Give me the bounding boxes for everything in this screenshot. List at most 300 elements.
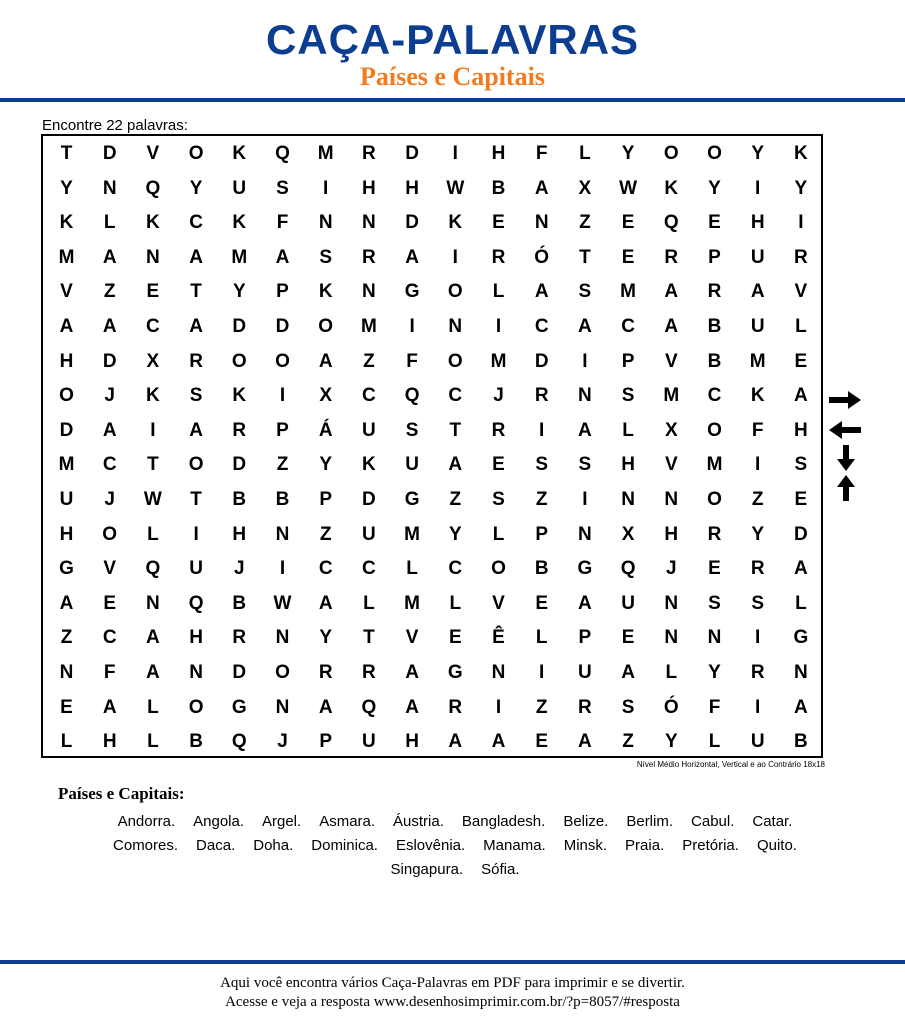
grid-cell[interactable]: O xyxy=(663,143,679,164)
grid-cell[interactable]: A xyxy=(794,558,808,580)
grid-cell[interactable]: I xyxy=(755,696,761,718)
grid-cell[interactable]: P xyxy=(319,489,333,510)
grid-cell[interactable]: D xyxy=(534,350,549,372)
grid-cell[interactable]: H xyxy=(750,212,765,234)
grid-cell[interactable]: Q xyxy=(663,212,679,234)
grid-cell[interactable]: L xyxy=(535,627,548,649)
grid-cell[interactable]: Z xyxy=(535,696,548,718)
grid-cell[interactable]: F xyxy=(276,212,289,234)
grid-cell[interactable]: M xyxy=(58,454,75,476)
grid-cell[interactable]: K xyxy=(794,143,808,164)
grid-cell[interactable]: J xyxy=(277,731,288,753)
grid-cell[interactable]: N xyxy=(578,523,592,545)
grid-cell[interactable]: S xyxy=(578,281,592,303)
grid-cell[interactable]: P xyxy=(621,350,635,372)
grid-cell[interactable]: A xyxy=(578,316,592,337)
grid-cell[interactable]: N xyxy=(362,212,376,234)
grid-cell[interactable]: S xyxy=(405,419,419,441)
grid-cell[interactable]: Ó xyxy=(663,696,679,718)
grid-cell[interactable]: R xyxy=(707,523,722,545)
grid-cell[interactable]: A xyxy=(578,592,592,614)
grid-cell[interactable]: V xyxy=(405,627,419,649)
grid-cell[interactable]: H xyxy=(102,731,117,753)
grid-cell[interactable]: Z xyxy=(319,523,332,545)
grid-cell[interactable]: U xyxy=(750,316,765,337)
grid-cell[interactable]: R xyxy=(318,662,333,683)
grid-cell[interactable]: Q xyxy=(145,177,161,199)
grid-cell[interactable]: G xyxy=(404,281,420,303)
grid-cell[interactable]: C xyxy=(318,558,333,580)
grid-cell[interactable]: F xyxy=(535,143,548,164)
grid-cell[interactable]: Z xyxy=(276,454,289,476)
grid-cell[interactable]: U xyxy=(578,662,592,683)
grid-cell[interactable]: X xyxy=(578,177,592,199)
grid-cell[interactable]: O xyxy=(102,523,118,545)
grid-cell[interactable]: S xyxy=(189,385,203,407)
grid-cell[interactable]: Y xyxy=(189,177,203,199)
grid-cell[interactable]: N xyxy=(664,627,679,649)
grid-cell[interactable]: I xyxy=(150,419,156,441)
grid-cell[interactable]: M xyxy=(706,454,723,476)
grid-cell[interactable]: I xyxy=(495,696,502,718)
grid-cell[interactable]: A xyxy=(621,662,635,683)
grid-cell[interactable]: U xyxy=(750,731,765,753)
grid-cell[interactable]: H xyxy=(491,143,506,164)
grid-cell[interactable]: V xyxy=(492,592,505,614)
grid-cell[interactable]: H xyxy=(405,177,419,199)
grid-cell[interactable]: S xyxy=(708,592,721,614)
grid-cell[interactable]: U xyxy=(189,558,203,580)
grid-cell[interactable]: E xyxy=(492,212,505,234)
grid-cell[interactable]: W xyxy=(273,592,292,614)
grid-cell[interactable]: N xyxy=(621,489,635,510)
grid-cell[interactable]: A xyxy=(59,316,74,337)
grid-cell[interactable]: L xyxy=(147,696,159,718)
grid-cell[interactable]: R xyxy=(362,662,376,683)
grid-cell[interactable]: G xyxy=(59,558,74,580)
grid-cell[interactable]: N xyxy=(275,627,290,649)
grid-cell[interactable]: M xyxy=(749,350,766,372)
grid-cell[interactable]: B xyxy=(794,731,808,753)
grid-cell[interactable]: D xyxy=(232,454,247,476)
grid-cell[interactable]: A xyxy=(491,731,506,753)
grid-cell[interactable]: N xyxy=(146,246,160,268)
grid-cell[interactable]: C xyxy=(448,385,463,407)
grid-cell[interactable]: Z xyxy=(622,731,634,753)
grid-cell[interactable]: I xyxy=(193,523,199,545)
grid-cell[interactable]: B xyxy=(275,489,290,510)
grid-cell[interactable]: E xyxy=(535,592,549,614)
grid-cell[interactable]: T xyxy=(190,281,202,303)
grid-cell[interactable]: B xyxy=(534,558,549,580)
grid-cell[interactable]: O xyxy=(59,385,74,407)
grid-cell[interactable]: A xyxy=(102,246,117,268)
grid-cell[interactable]: A xyxy=(146,662,160,683)
grid-cell[interactable]: U xyxy=(750,246,765,268)
grid-cell[interactable]: E xyxy=(621,246,635,268)
grid-cell[interactable]: D xyxy=(102,350,117,372)
grid-cell[interactable]: O xyxy=(707,143,722,164)
grid-cell[interactable]: K xyxy=(232,212,247,234)
grid-cell[interactable]: V xyxy=(794,281,808,303)
grid-cell[interactable]: T xyxy=(190,489,202,510)
grid-cell[interactable]: Z xyxy=(60,627,73,649)
grid-cell[interactable]: G xyxy=(404,489,420,510)
grid-cell[interactable]: I xyxy=(323,177,329,199)
grid-cell[interactable]: N xyxy=(448,316,463,337)
grid-cell[interactable]: A xyxy=(102,316,117,337)
grid-cell[interactable]: N xyxy=(794,662,808,683)
grid-cell[interactable]: H xyxy=(59,523,74,545)
grid-cell[interactable]: O xyxy=(275,662,290,683)
grid-cell[interactable]: I xyxy=(279,385,286,407)
grid-cell[interactable]: A xyxy=(318,350,333,372)
grid-cell[interactable]: O xyxy=(707,419,722,441)
grid-cell[interactable]: R xyxy=(664,246,679,268)
grid-cell[interactable]: N xyxy=(146,592,160,614)
grid-cell[interactable]: Ó xyxy=(534,246,550,268)
grid-cell[interactable]: A xyxy=(102,419,117,441)
grid-cell[interactable]: L xyxy=(795,316,807,337)
grid-cell[interactable]: N xyxy=(362,281,376,303)
grid-cell[interactable]: Q xyxy=(404,385,420,407)
grid-cell[interactable]: U xyxy=(621,592,635,614)
grid-cell[interactable]: P xyxy=(578,627,592,649)
grid-cell[interactable]: O xyxy=(447,281,463,303)
grid-cell[interactable]: N xyxy=(664,592,679,614)
grid-cell[interactable]: R xyxy=(362,246,376,268)
grid-cell[interactable]: H xyxy=(621,454,635,476)
grid-cell[interactable]: L xyxy=(147,523,159,545)
grid-cell[interactable]: K xyxy=(232,143,247,164)
grid-cell[interactable]: A xyxy=(405,246,419,268)
grid-cell[interactable]: D xyxy=(232,316,247,337)
grid-cell[interactable]: V xyxy=(146,143,160,164)
grid-cell[interactable]: J xyxy=(666,558,677,580)
grid-cell[interactable]: K xyxy=(448,212,463,234)
grid-cell[interactable]: G xyxy=(577,558,593,580)
grid-cell[interactable]: B xyxy=(232,489,247,510)
grid-cell[interactable]: Z xyxy=(751,489,764,510)
grid-cell[interactable]: C xyxy=(102,627,117,649)
grid-cell[interactable]: M xyxy=(404,592,420,614)
grid-cell[interactable]: L xyxy=(708,731,721,753)
grid-cell[interactable]: Y xyxy=(232,281,246,303)
grid-cell[interactable]: L xyxy=(103,212,116,234)
grid-cell[interactable]: N xyxy=(578,385,592,407)
grid-cell[interactable]: E xyxy=(621,212,635,234)
grid-cell[interactable]: Q xyxy=(145,558,161,580)
grid-cell[interactable]: B xyxy=(707,316,722,337)
grid-cell[interactable]: H xyxy=(405,731,419,753)
grid-cell[interactable]: R xyxy=(362,143,376,164)
grid-cell[interactable]: N xyxy=(275,523,290,545)
grid-cell[interactable]: T xyxy=(60,143,73,164)
grid-cell[interactable]: L xyxy=(406,558,418,580)
grid-cell[interactable]: I xyxy=(755,454,761,476)
grid-cell[interactable]: R xyxy=(232,419,247,441)
grid-cell[interactable]: D xyxy=(102,143,117,164)
grid-cell[interactable]: A xyxy=(794,385,808,407)
grid-cell[interactable]: Y xyxy=(448,523,462,545)
grid-cell[interactable]: S xyxy=(578,454,592,476)
grid-cell[interactable]: Z xyxy=(535,489,548,510)
grid-cell[interactable]: Y xyxy=(708,662,721,683)
grid-cell[interactable]: A xyxy=(405,662,419,683)
grid-cell[interactable]: F xyxy=(103,662,116,683)
grid-cell[interactable]: U xyxy=(362,523,376,545)
grid-cell[interactable]: Y xyxy=(751,143,765,164)
grid-cell[interactable]: D xyxy=(275,316,290,337)
grid-cell[interactable]: N xyxy=(318,212,333,234)
grid-cell[interactable]: O xyxy=(231,350,247,372)
grid-cell[interactable]: D xyxy=(362,489,376,510)
grid-cell[interactable]: O xyxy=(188,454,204,476)
grid-cell[interactable]: O xyxy=(188,696,204,718)
grid-cell[interactable]: A xyxy=(448,731,463,753)
grid-cell[interactable]: H xyxy=(59,350,74,372)
grid-cell[interactable]: A xyxy=(664,316,679,337)
grid-cell[interactable]: B xyxy=(707,350,722,372)
grid-cell[interactable]: O xyxy=(707,489,722,510)
grid-cell[interactable]: M xyxy=(317,143,334,164)
grid-cell[interactable]: C xyxy=(534,316,549,337)
grid-cell[interactable]: U xyxy=(362,731,376,753)
grid-cell[interactable]: R xyxy=(491,419,506,441)
grid-cell[interactable]: A xyxy=(146,627,160,649)
grid-cell[interactable]: S xyxy=(794,454,808,476)
grid-cell[interactable]: A xyxy=(189,316,203,337)
grid-cell[interactable]: U xyxy=(232,177,247,199)
grid-cell[interactable]: A xyxy=(59,592,74,614)
grid-cell[interactable]: L xyxy=(492,523,505,545)
grid-cell[interactable]: B xyxy=(491,177,506,199)
grid-cell[interactable]: I xyxy=(279,558,286,580)
grid-cell[interactable]: C xyxy=(448,558,463,580)
grid-cell[interactable]: C xyxy=(146,316,160,337)
grid-cell[interactable]: L xyxy=(363,592,375,614)
grid-cell[interactable]: Y xyxy=(319,627,333,649)
grid-cell[interactable]: T xyxy=(147,454,159,476)
grid-cell[interactable]: L xyxy=(60,731,73,753)
grid-cell[interactable]: A xyxy=(534,177,549,199)
grid-cell[interactable]: D xyxy=(59,419,74,441)
grid-cell[interactable]: N xyxy=(534,212,549,234)
grid-cell[interactable]: A xyxy=(794,696,808,718)
grid-cell[interactable]: M xyxy=(360,316,377,337)
grid-cell[interactable]: R xyxy=(707,281,722,303)
grid-cell[interactable]: I xyxy=(582,489,588,510)
grid-cell[interactable]: D xyxy=(405,143,419,164)
grid-cell[interactable]: A xyxy=(275,246,290,268)
grid-cell[interactable]: K xyxy=(318,281,333,303)
grid-cell[interactable]: Z xyxy=(103,281,116,303)
grid-cell[interactable]: H xyxy=(362,177,376,199)
grid-cell[interactable]: A xyxy=(578,731,592,753)
grid-cell[interactable]: G xyxy=(231,696,247,718)
grid-cell[interactable]: B xyxy=(232,592,247,614)
grid-cell[interactable]: Q xyxy=(361,696,377,718)
grid-cell[interactable]: N xyxy=(707,627,722,649)
grid-cell[interactable]: M xyxy=(231,246,248,268)
grid-cell[interactable]: F xyxy=(406,350,418,372)
grid-cell[interactable]: E xyxy=(708,558,721,580)
grid-cell[interactable]: Y xyxy=(664,731,678,753)
grid-cell[interactable]: A xyxy=(448,454,463,476)
grid-cell[interactable]: L xyxy=(665,662,678,683)
grid-cell[interactable]: N xyxy=(59,662,74,683)
grid-cell[interactable]: S xyxy=(621,385,635,407)
grid-cell[interactable]: I xyxy=(755,177,761,199)
grid-cell[interactable]: X xyxy=(319,385,333,407)
grid-cell[interactable]: Ê xyxy=(492,627,505,649)
grid-cell[interactable]: E xyxy=(535,731,549,753)
grid-cell[interactable]: E xyxy=(146,281,160,303)
grid-cell[interactable]: Y xyxy=(708,177,721,199)
grid-cell[interactable]: Q xyxy=(275,143,290,164)
grid-cell[interactable]: A xyxy=(534,281,549,303)
grid-cell[interactable]: C xyxy=(707,385,722,407)
grid-cell[interactable]: Q xyxy=(620,558,636,580)
grid-cell[interactable]: K xyxy=(59,212,74,234)
grid-cell[interactable]: I xyxy=(539,662,545,683)
grid-cell[interactable]: K xyxy=(362,454,376,476)
grid-cell[interactable]: U xyxy=(59,489,74,510)
grid-cell[interactable]: F xyxy=(708,696,721,718)
grid-cell[interactable]: C xyxy=(621,316,635,337)
grid-cell[interactable]: V xyxy=(103,558,117,580)
grid-cell[interactable]: J xyxy=(104,489,115,510)
grid-cell[interactable]: G xyxy=(447,662,463,683)
grid-cell[interactable]: S xyxy=(276,177,289,199)
grid-cell[interactable]: R xyxy=(448,696,463,718)
grid-cell[interactable]: L xyxy=(449,592,462,614)
grid-cell[interactable]: E xyxy=(448,627,462,649)
grid-cell[interactable]: S xyxy=(621,696,635,718)
grid-cell[interactable]: R xyxy=(794,246,808,268)
grid-cell[interactable]: K xyxy=(664,177,679,199)
grid-cell[interactable]: Y xyxy=(794,177,808,199)
grid-cell[interactable]: A xyxy=(578,419,592,441)
grid-cell[interactable]: U xyxy=(362,419,376,441)
grid-cell[interactable]: H xyxy=(664,523,679,545)
grid-cell[interactable]: V xyxy=(60,281,73,303)
grid-cell[interactable]: R xyxy=(750,662,765,683)
grid-cell[interactable]: U xyxy=(405,454,419,476)
grid-cell[interactable]: X xyxy=(664,419,678,441)
grid-cell[interactable]: I xyxy=(539,419,545,441)
grid-cell[interactable]: A xyxy=(318,696,333,718)
grid-cell[interactable]: C xyxy=(102,454,117,476)
grid-cell[interactable]: Z xyxy=(363,350,375,372)
grid-cell[interactable]: E xyxy=(103,592,117,614)
grid-cell[interactable]: C xyxy=(362,558,376,580)
grid-cell[interactable]: T xyxy=(449,419,462,441)
grid-cell[interactable]: P xyxy=(708,246,721,268)
grid-cell[interactable]: N xyxy=(189,662,203,683)
grid-cell[interactable]: Y xyxy=(751,523,765,545)
grid-cell[interactable]: N xyxy=(275,696,290,718)
grid-cell[interactable]: E xyxy=(794,350,808,372)
grid-cell[interactable]: P xyxy=(276,419,289,441)
grid-cell[interactable]: A xyxy=(318,592,333,614)
grid-cell[interactable]: C xyxy=(189,212,203,234)
grid-cell[interactable]: M xyxy=(58,246,75,268)
grid-cell[interactable]: S xyxy=(492,489,505,510)
grid-cell[interactable]: R xyxy=(534,385,549,407)
grid-cell[interactable]: B xyxy=(189,731,203,753)
grid-cell[interactable]: J xyxy=(493,385,504,407)
grid-cell[interactable]: V xyxy=(664,350,678,372)
grid-cell[interactable]: P xyxy=(276,281,289,303)
grid-cell[interactable]: K xyxy=(750,385,765,407)
grid-cell[interactable]: O xyxy=(447,350,463,372)
grid-cell[interactable]: X xyxy=(621,523,635,545)
grid-cell[interactable]: O xyxy=(318,316,334,337)
grid-cell[interactable]: H xyxy=(189,627,203,649)
grid-cell[interactable]: I xyxy=(798,212,804,234)
grid-cell[interactable]: I xyxy=(452,143,458,164)
grid-cell[interactable]: T xyxy=(579,246,591,268)
grid-cell[interactable]: G xyxy=(793,627,809,649)
grid-cell[interactable]: W xyxy=(619,177,638,199)
grid-cell[interactable]: P xyxy=(535,523,549,545)
grid-cell[interactable]: H xyxy=(232,523,247,545)
grid-cell[interactable]: E xyxy=(60,696,73,718)
grid-cell[interactable]: D xyxy=(405,212,419,234)
grid-cell[interactable]: Q xyxy=(188,592,204,614)
grid-cell[interactable]: W xyxy=(446,177,465,199)
grid-cell[interactable]: S xyxy=(535,454,549,476)
grid-cell[interactable]: K xyxy=(232,385,247,407)
grid-cell[interactable]: F xyxy=(751,419,764,441)
grid-cell[interactable]: R xyxy=(189,350,203,372)
grid-cell[interactable]: M xyxy=(620,281,636,303)
grid-cell[interactable]: H xyxy=(794,419,808,441)
grid-cell[interactable]: P xyxy=(319,731,333,753)
grid-cell[interactable]: E xyxy=(621,627,635,649)
grid-cell[interactable]: T xyxy=(363,627,375,649)
grid-cell[interactable]: X xyxy=(146,350,160,372)
grid-cell[interactable]: O xyxy=(275,350,290,372)
grid-cell[interactable]: K xyxy=(146,385,160,407)
grid-cell[interactable]: I xyxy=(495,316,502,337)
grid-cell[interactable]: A xyxy=(664,281,679,303)
grid-cell[interactable]: E xyxy=(708,212,721,234)
grid-cell[interactable]: S xyxy=(751,592,765,614)
grid-cell[interactable]: A xyxy=(750,281,765,303)
grid-cell[interactable]: A xyxy=(189,246,203,268)
grid-cell[interactable]: I xyxy=(582,350,588,372)
grid-cell[interactable]: V xyxy=(664,454,678,476)
grid-cell[interactable]: E xyxy=(794,489,808,510)
grid-cell[interactable]: Z xyxy=(579,212,591,234)
grid-cell[interactable]: J xyxy=(104,385,115,407)
grid-cell[interactable]: M xyxy=(490,350,507,372)
grid-cell[interactable]: I xyxy=(755,627,761,649)
grid-cell[interactable]: R xyxy=(491,246,506,268)
grid-cell[interactable]: I xyxy=(452,246,458,268)
grid-cell[interactable]: L xyxy=(147,731,159,753)
grid-cell[interactable]: K xyxy=(146,212,160,234)
grid-cell[interactable]: A xyxy=(189,419,203,441)
grid-cell[interactable]: L xyxy=(795,592,807,614)
grid-cell[interactable]: A xyxy=(405,696,419,718)
grid-cell[interactable]: S xyxy=(319,246,333,268)
grid-cell[interactable]: M xyxy=(663,385,680,407)
grid-cell[interactable]: W xyxy=(143,489,162,510)
grid-cell[interactable]: A xyxy=(102,696,117,718)
